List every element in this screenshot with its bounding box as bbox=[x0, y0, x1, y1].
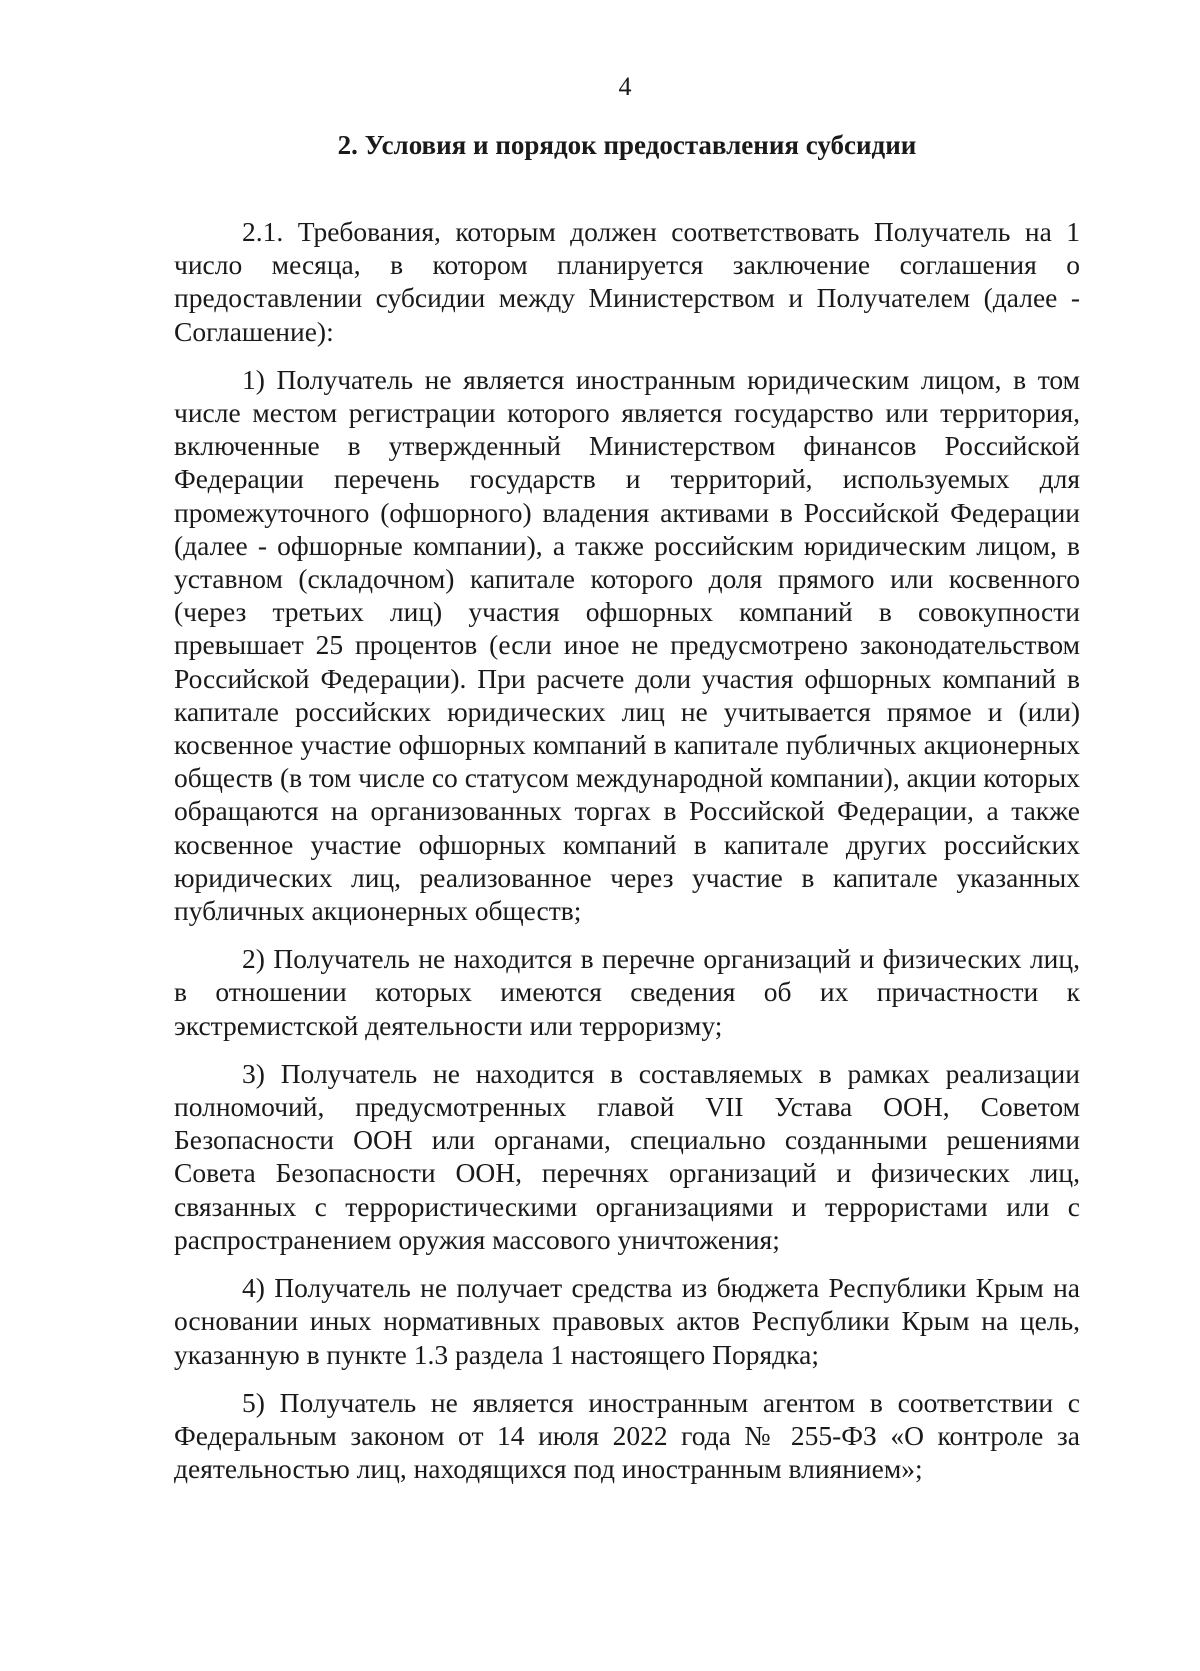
paragraph-item-1: 1) Получатель не является иностранным юридическим лицом, в том числе местом регистрации которого является государство или территория, включенные в утвержденный Министерством финансов Российской Федерации перечень государств и территорий, используемых для промежуточного (офшорного) владения активами в Российской Федерации (далее - офшорные компании), а также российским юридическим лицом, в уставном (складочном) капитале которого доля прямого или косвенного (через третьих лиц) участия офшорных компаний в совокупности превышает 25 процентов (если иное не предусмотрено законодательством Российской Федерации). При расчете доли участия офшорных компаний в капитале российских юридических лиц не учитывается прямое и (или) косвенное участие офшорных компаний в капитале публичных акционерных обществ (в том числе со статусом международной компании), акции которых обращаются на организованных торгах в Российской Федерации, а также косвенное участие офшорных компаний в капитале других российских юридических лиц, реализованное через участие в капитале указанных публичных акционерных обществ; bbox=[174, 363, 1080, 927]
paragraph-item-2: 2) Получатель не находится в перечне организаций и физических лиц, в отношении которых имеются сведения об их причастности к экстремистской деятельности или терроризму; bbox=[174, 943, 1080, 1041]
page-number: 4 bbox=[618, 72, 632, 101]
section-title: 2. Условия и порядок предоставления субсидии bbox=[337, 130, 917, 160]
paragraph-2-1: 2.1. Требования, которым должен соответствовать Получатель на 1 число месяца, в котором планируется заключение соглашения о предоставлении субсидии между Министерством и Получателем (далее - Соглашение): bbox=[174, 216, 1080, 347]
document-body bbox=[174, 215, 1080, 1500]
paragraph-item-4: 4) Получатель не получает средства из бюджета Республики Крым на основании иных нормативных правовых актов Республики Крым на цель, указанную в пункте 1.3 раздела 1 настоящего Порядка; bbox=[174, 1272, 1080, 1370]
paragraph-item-5: 5) Получатель не является иностранным агентом в соответствии с Федеральным законом от 14 июля 2022 года № 255-ФЗ «О контроле за деятельностью лиц, находящихся под иностранным влиянием»; bbox=[174, 1386, 1080, 1485]
paragraph-item-3: 3) Получатель не находится в составляемых в рамках реализации полномочий, предусмотренных главой VII Устава ООН, Советом Безопасности ООН или органами, специально созданными решениями Совета Безопасности ООН, перечнях организаций и физических лиц, связанных с террористическими организациями и террористами или с распространением оружия массового уничтожения; bbox=[174, 1057, 1080, 1255]
